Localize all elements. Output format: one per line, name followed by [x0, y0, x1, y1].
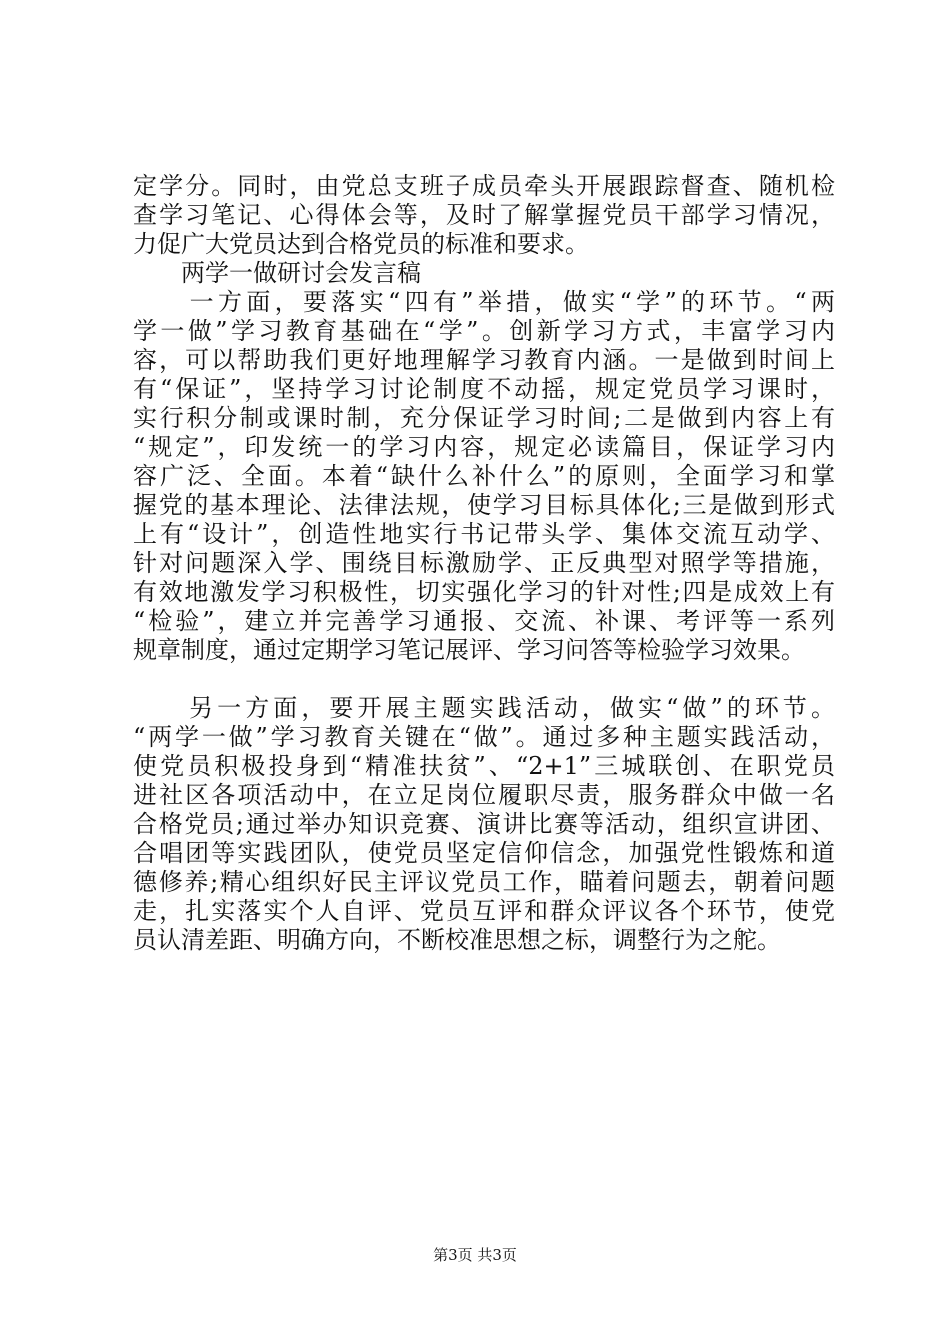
text-line: 实行积分制或课时制，充分保证学习时间;二是做到内容上有 [133, 404, 835, 432]
text-line: 合唱团等实践团队，使党员坚定信仰信念，加强党性锻炼和道 [133, 839, 835, 867]
text-line: 员认清差距、明确方向，不断校准思想之标，调整行为之舵。 [133, 926, 781, 954]
section-title [133, 259, 835, 288]
text-line: 查学习笔记、心得体会等，及时了解掌握党员干部学习情况， [133, 201, 835, 229]
text-line: 握党的基本理论、法律法规，使学习目标具体化;三是做到形式 [133, 491, 835, 519]
page-footer [0, 1245, 950, 1265]
text-line: 上有“设计”，创造性地实行书记带头学、集体交流互动学、 [133, 520, 835, 548]
section-title-text: 两学一做研讨会发言稿 [133, 259, 421, 287]
text-line: 容，可以帮助我们更好地理解学习教育内涵。一是做到时间上 [133, 346, 835, 374]
text-line: 进社区各项活动中，在立足岗位履职尽责，服务群众中做一名 [133, 781, 835, 809]
text-line: “两学一做”学习教育关键在“做”。通过多种主题实践活动， [133, 723, 835, 751]
text-line: 一方面，要落实“四有”举措，做实“学”的环节。“两 [133, 288, 835, 316]
paragraph-study [133, 288, 835, 665]
text-line: 合格党员;通过举办知识竞赛、演讲比赛等活动，组织宣讲团、 [133, 810, 835, 838]
text-line: 针对问题深入学、围绕目标激励学、正反典型对照学等措施， [133, 549, 835, 577]
text-line: “检验”，建立并完善学习通报、交流、补课、考评等一系列 [133, 607, 835, 635]
paragraph-continuation [133, 172, 835, 259]
text-line: 容广泛、全面。本着“缺什么补什么”的原则，全面学习和掌 [133, 462, 835, 490]
text-line: 走，扎实落实个人自评、党员互评和群众评议各个环节，使党 [133, 897, 835, 925]
text-line: 有效地激发学习积极性，切实强化学习的针对性;四是成效上有 [133, 578, 835, 606]
page-number: 第3页 共3页 [433, 1246, 517, 1264]
text-line: 力促广大党员达到合格党员的标准和要求。 [133, 230, 589, 258]
text-line: 学一做”学习教育基础在“学”。创新学习方式，丰富学习内 [133, 317, 835, 345]
text-line: 规章制度，通过定期学习笔记展评、学习问答等检验学习效果。 [133, 636, 805, 664]
text-line: 定学分。同时，由党总支班子成员牵头开展跟踪督查、随机检 [133, 172, 835, 200]
paragraph-practice [133, 694, 835, 955]
text-line: 德修养;精心组织好民主评议党员工作，瞄着问题去，朝着问题 [133, 868, 835, 896]
document-body [133, 172, 835, 955]
text-line: “规定”，印发统一的学习内容，规定必读篇目，保证学习内 [133, 433, 835, 461]
text-line: 有“保证”，坚持学习讨论制度不动摇，规定党员学习课时， [133, 375, 835, 403]
text-line: 另一方面，要开展主题实践活动，做实“做”的环节。 [133, 694, 835, 722]
text-line: 使党员积极投身到“精准扶贫”、“2+1”三城联创、在职党员 [133, 752, 835, 780]
paragraph-gap [133, 665, 835, 694]
